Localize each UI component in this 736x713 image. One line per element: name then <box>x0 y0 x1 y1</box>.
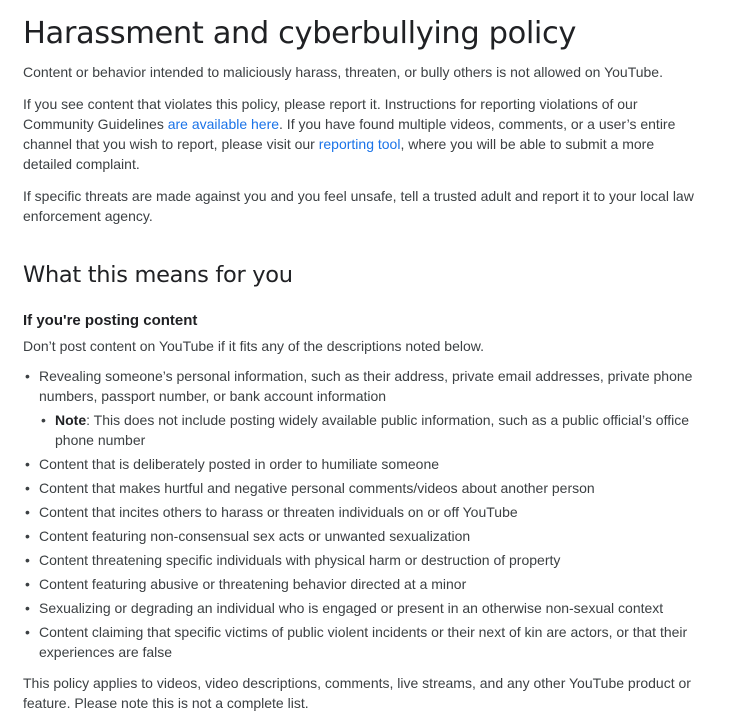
note-text: : This does not include posting widely available public information, such as a public official’s office phone number <box>55 412 689 448</box>
list-item: • Content that incites others to harass or threaten individuals on or off YouTube <box>23 502 706 522</box>
community-guidelines-link[interactable]: are available here <box>167 116 280 132</box>
closing-paragraph: This policy applies to videos, video descriptions, comments, live streams, and any other YouTube product or feature. Please note this is not a complete list. <box>23 675 691 711</box>
list-item: • Content that is deliberately posted in order to humiliate someone <box>23 454 706 474</box>
list-item: • Content featuring abusive or threatening behavior directed at a minor <box>23 574 706 594</box>
intro-paragraph: Content or behavior intended to maliciously harass, threaten, or bully others is not allowed on YouTube. <box>23 64 663 80</box>
section-heading: What this means for you <box>23 262 293 288</box>
list-item: • Content featuring non-consensual sex acts or unwanted sexualization <box>23 526 706 546</box>
report-text-1: If you see content that violates this policy, please report it. Instructions for reporting violations of our Community Guidelines <box>23 96 638 132</box>
list-item: • Sexualizing or degrading an individual who is engaged or present in an otherwise non-sexual context <box>23 598 706 618</box>
note-label: Note <box>55 412 87 428</box>
report-paragraph <box>23 94 706 174</box>
sub-list <box>39 410 706 450</box>
list-item: • Content claiming that specific victims of public violent incidents or their next of kin are actors, or that their experiences are false <box>23 622 706 662</box>
list-item-text: Revealing someone’s personal information, such as their address, private email addresses, private phone numbers, passport number, or bank account information <box>39 368 693 404</box>
report-text-2: . If you have found multiple videos, comments, or a user’s entire channel that you wish to report, please visit our <box>23 116 676 152</box>
threats-paragraph: If specific threats are made against you and you feel unsafe, tell a trusted adult and report it to your local law enforcement agency. <box>23 188 694 224</box>
list-item-note <box>39 410 706 450</box>
subsection-lead: Don’t post content on YouTube if it fits any of the descriptions noted below. <box>23 338 485 354</box>
page-title: Harassment and cyberbullying policy <box>23 16 576 51</box>
list-item: • Content that makes hurtful and negative personal comments/videos about another person <box>23 478 706 498</box>
list-item: • Content threatening specific individuals with physical harm or destruction of property <box>23 550 706 570</box>
prohibited-content-list <box>23 366 706 662</box>
report-text-3: , where you will be able to submit a more detailed complaint. <box>23 136 655 172</box>
list-item <box>23 366 706 450</box>
reporting-tool-link[interactable]: reporting tool <box>318 136 401 152</box>
subsection-heading: If you're posting content <box>23 312 198 329</box>
